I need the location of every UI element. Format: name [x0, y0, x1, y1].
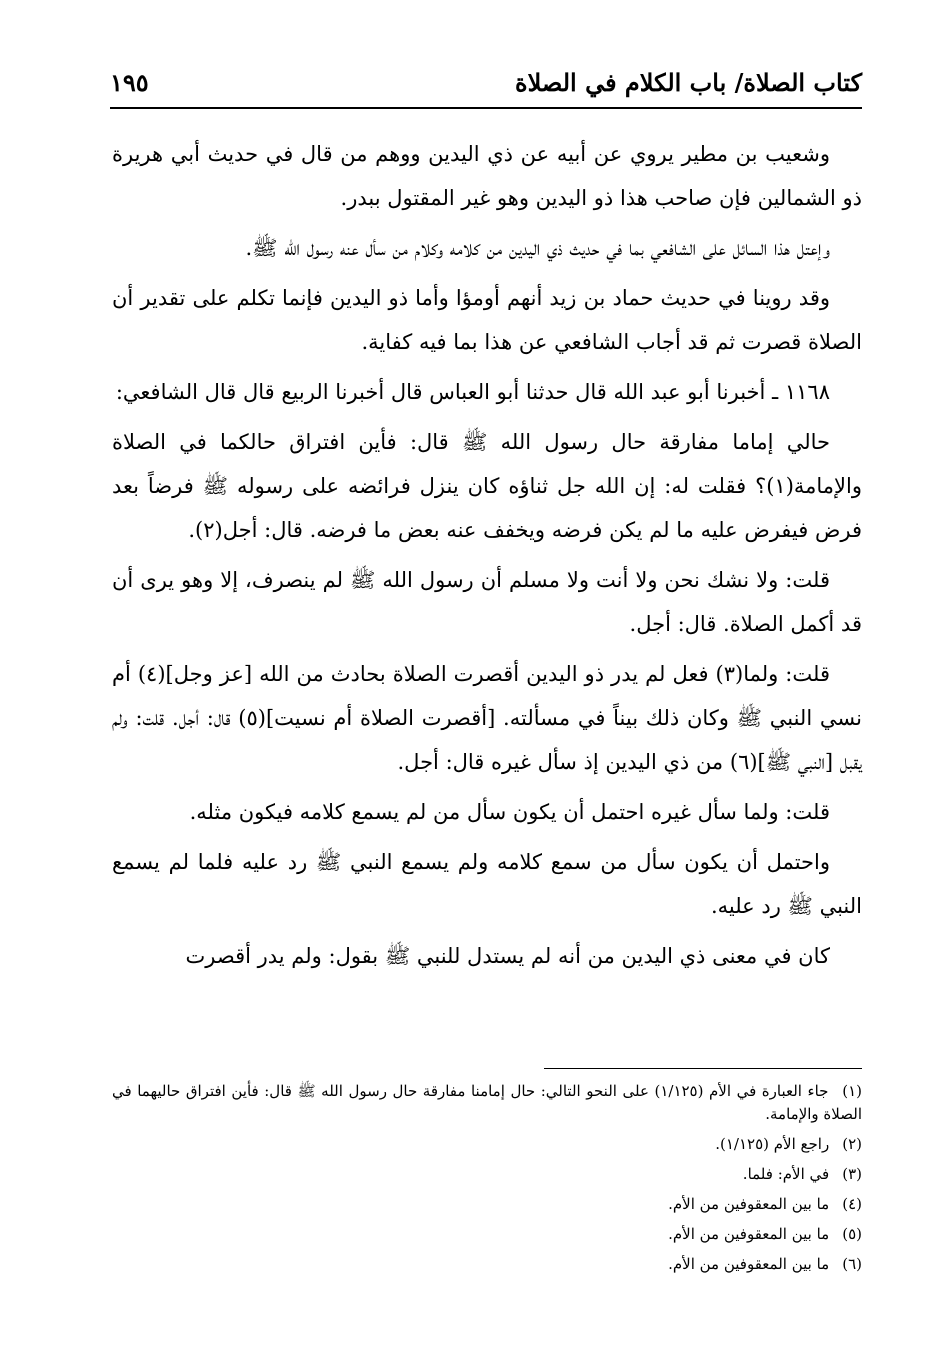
paragraph: وإعتل هذا السائل على الشافعي بما في حديث ذي اليدين من كلامه وكلام من سأل عنه رسول الله ﷺ.	[245, 236, 830, 260]
footnote-text: جاء العبارة في الأم (١/١٢٥) على النحو التالي: حال إمامنا مفارقة حال رسول الله ﷺ قال: فأين افتراق حاليهما في الصلاة والإمامة.	[112, 1082, 862, 1123]
footnotes	[112, 1080, 862, 1283]
footnote-text: ما بين المعقوفين من الأم.	[668, 1225, 830, 1243]
paragraph: قلت: ولا نشك نحن ولا أنت ولا مسلم أن رسول الله ﷺ لم ينصرف، إلا وهو يرى أن قد أكمل الصلاة. قال: أجل.	[112, 568, 862, 636]
footnote	[112, 1133, 862, 1156]
footnote	[112, 1253, 862, 1276]
page-number: ١٩٥	[110, 68, 149, 97]
paragraph: قلت: ولما(٣) فعل لم يدر ذو اليدين أقصرت الصلاة بحادث من الله [عز وجل](٤) أم نسي النبي ﷺ وكان ذلك بيناً في مسألته. [أقصرت الصلاة أم نسيت](٥) قال: أجل. قلت: ولم يقبل [النبي ﷺ](٦) من ذي اليدين إذ سأل غيره قال: أجل.	[112, 662, 862, 774]
footnote	[112, 1080, 862, 1126]
main-text	[112, 132, 862, 984]
paragraph: قلت: ولما سأل غيره احتمل أن يكون سأل من لم يسمع كلامه فيكون مثله.	[189, 800, 830, 824]
footnote-number: (١)	[842, 1082, 862, 1100]
footnote-number: (٦)	[842, 1255, 862, 1273]
paragraph: حالي إماما مفارقة حال رسول الله ﷺ قال: فأين افتراق حالكما في الصلاة والإمامة(١)؟ فقلت له: إن الله جل ثناؤه كان ينزل فرائضه على رسوله ﷺ فرضاً بعد فرض فيفرض عليه ما لم يكن فرضه ويخفف عنه بعض ما فرضه. قال: أجل(٢).	[112, 430, 862, 542]
footnote-number: (٥)	[842, 1225, 862, 1243]
footnote	[112, 1193, 862, 1216]
footnote-number: (٢)	[842, 1135, 862, 1153]
running-title: كتاب الصلاة/ باب الكلام في الصلاة	[515, 68, 862, 97]
footnote-text: راجع الأم (١/١٢٥).	[715, 1135, 830, 1153]
footnote-number: (٣)	[842, 1165, 862, 1183]
header-divider	[110, 107, 862, 109]
footnote-text: في الأم: فلما.	[742, 1165, 830, 1183]
footnote	[112, 1163, 862, 1186]
paragraph: وقد روينا في حديث حماد بن زيد أنهم أومؤا وأما ذو اليدين فإنما تكلم على تقدير أن الصلاة قصرت ثم قد أجاب الشافعي عن هذا بما فيه كفاية.	[112, 286, 862, 354]
paragraph: كان في معنى ذي اليدين من أنه لم يستدل للنبي ﷺ بقول: ولم يدر أقصرت	[185, 944, 830, 968]
footnote-text: ما بين المعقوفين من الأم.	[668, 1195, 830, 1213]
paragraph: وشعيب بن مطير يروي عن أبيه عن ذي اليدين ووهم من قال في حديث أبي هريرة ذو الشمالين فإن صاحب هذا ذو اليدين وهو غير المقتول ببدر.	[112, 142, 862, 210]
footnote	[112, 1223, 862, 1246]
footnote-text: ما بين المعقوفين من الأم.	[668, 1255, 830, 1273]
paragraph: ١١٦٨ ـ أخبرنا أبو عبد الله قال حدثنا أبو العباس قال أخبرنا الربيع قال قال الشافعي:	[115, 380, 830, 404]
footnote-number: (٤)	[842, 1195, 862, 1213]
footnote-divider	[544, 1068, 862, 1069]
page-header	[110, 64, 862, 104]
paragraph: واحتمل أن يكون سأل من سمع كلامه ولم يسمع النبي ﷺ رد عليه فلما لم يسمع النبي ﷺ رد عليه.	[112, 850, 862, 918]
